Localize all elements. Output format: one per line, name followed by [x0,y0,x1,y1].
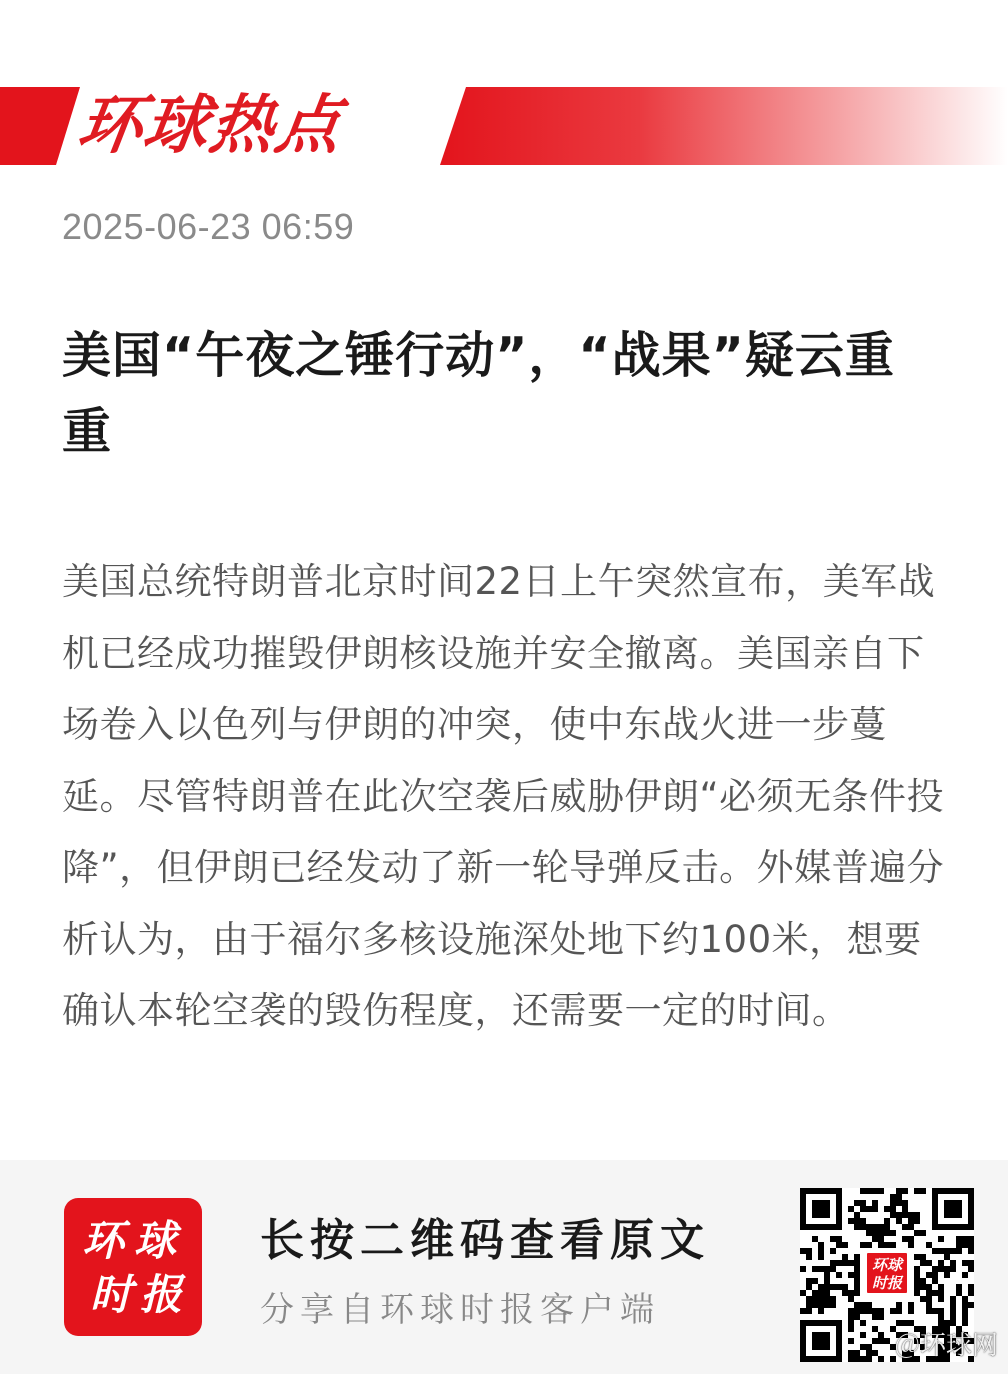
qr-center-logo: 环球时报 [864,1250,910,1296]
logo-char: 环 [82,1216,125,1265]
logo-char: 球 [134,1216,177,1265]
banner-title: 环球热点 [72,88,348,163]
article-headline: 美国“午夜之锤行动”，“战果”疑云重重 [62,327,895,460]
banner [0,87,1008,165]
publish-timestamp: 2025-06-23 06:59 [62,206,355,247]
logo-char: 时 [90,1270,133,1319]
article-body: 美国总统特朗普北京时间22日上午突然宣布，美军战机已经成功摧毁伊朗核设施并安全撤离。美国亲自下场卷入以色列与伊朗的冲突，使中东战火进一步蔓延。尽管特朗普在此次空袭后威胁伊朗“必须无条件投降”，但伊朗已经发动了新一轮导弹反击。外媒普遍分析认为，由于福尔多核设施深处地下约100米，想要确认本轮空袭的毁伤程度，还需要一定的时间。 [62,560,945,1032]
share-source: 分享自环球时报客户端 [260,1290,660,1330]
app-logo [64,1198,202,1336]
qr-instruction: 长按二维码查看原文 [260,1215,710,1266]
logo-char: 报 [140,1270,183,1319]
share-footer [0,1160,1008,1374]
weibo-watermark: ＠环球网 [893,1331,998,1361]
